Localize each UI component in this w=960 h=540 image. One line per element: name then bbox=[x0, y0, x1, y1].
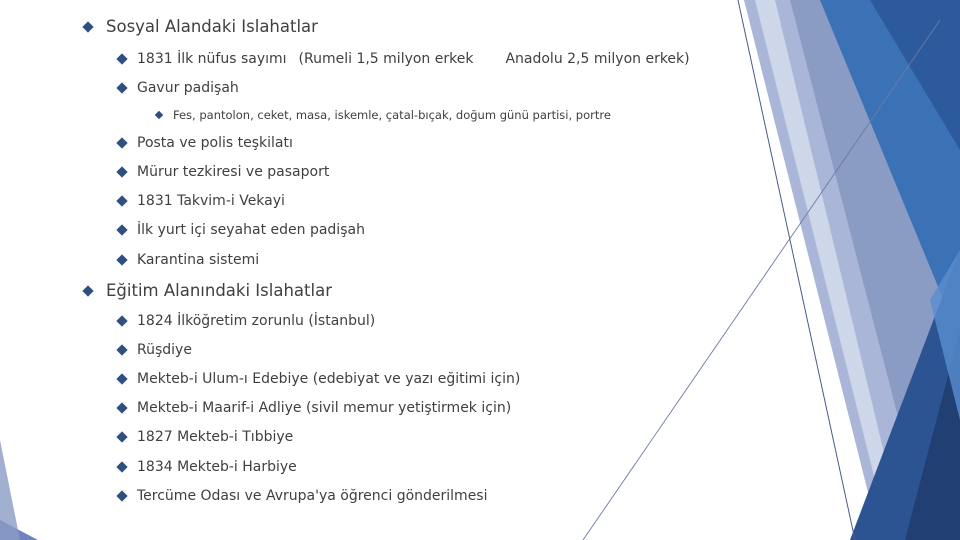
section-title-text: Sosyal Alandaki Islahatlar bbox=[106, 17, 318, 36]
section-title-text: Eğitim Alanındaki Islahatlar bbox=[106, 281, 332, 300]
diamond-bullet-icon bbox=[116, 195, 127, 206]
list-item-text: 1834 Mekteb-i Harbiye bbox=[137, 459, 297, 475]
list-item bbox=[118, 252, 259, 268]
diamond-bullet-icon bbox=[116, 315, 127, 326]
list-item-gavur bbox=[118, 80, 239, 96]
diamond-bullet-icon bbox=[116, 82, 127, 93]
list-item bbox=[118, 342, 192, 358]
diamond-bullet-icon bbox=[116, 53, 127, 64]
left-decor-shape bbox=[0, 440, 20, 540]
diamond-bullet-icon bbox=[116, 373, 127, 384]
diamond-bullet-icon bbox=[116, 431, 127, 442]
diamond-bullet-icon bbox=[116, 166, 127, 177]
list-item-census bbox=[118, 51, 690, 67]
list-item bbox=[118, 400, 511, 416]
list-item bbox=[118, 164, 329, 180]
sub-list-item-gavur bbox=[156, 108, 611, 122]
diamond-bullet-icon bbox=[116, 344, 127, 355]
list-item bbox=[118, 429, 293, 445]
list-item-text: Posta ve polis teşkilatı bbox=[137, 135, 293, 151]
list-item bbox=[118, 193, 285, 209]
list-item-text: Mekteb-i Maarif-i Adliye (sivil memur yetiştirmek için) bbox=[137, 400, 512, 416]
list-item-text: Tercüme Odası ve Avrupa'ya öğrenci gönderilmesi bbox=[137, 488, 488, 504]
diamond-bullet-icon bbox=[116, 402, 127, 413]
list-item-text: 1827 Mekteb-i Tıbbiye bbox=[137, 429, 294, 445]
list-item bbox=[118, 313, 375, 329]
list-item bbox=[118, 222, 365, 238]
list-item-text: Rüşdiye bbox=[137, 342, 192, 358]
list-item-text: 1824 İlköğretim zorunlu (İstanbul) bbox=[137, 313, 376, 329]
census-anadolu-text: Anadolu 2,5 milyon erkek) bbox=[505, 51, 690, 67]
diamond-bullet-icon bbox=[116, 461, 127, 472]
census-rumeli-text: (Rumeli 1,5 milyon erkek bbox=[298, 51, 474, 67]
section-title-social bbox=[84, 17, 318, 36]
diamond-bullet-icon bbox=[116, 224, 127, 235]
list-item bbox=[118, 459, 297, 475]
list-item-text: 1831 Takvim-i Vekayi bbox=[137, 193, 285, 209]
list-item-text: Karantina sistemi bbox=[137, 252, 260, 268]
diamond-bullet-icon bbox=[82, 21, 93, 32]
gavur-sub-text: Fes, pantolon, ceket, masa, iskemle, çatal-bıçak, doğum günü partisi, portre bbox=[173, 108, 611, 122]
list-item bbox=[118, 488, 488, 504]
diamond-bullet-icon bbox=[116, 254, 127, 265]
list-item bbox=[118, 135, 293, 151]
gavur-text: Gavur padişah bbox=[137, 80, 239, 96]
section-title-education bbox=[84, 281, 332, 300]
diamond-bullet-icon bbox=[116, 490, 127, 501]
census-text: 1831 İlk nüfus sayımı bbox=[137, 51, 287, 67]
diamond-bullet-icon bbox=[82, 285, 93, 296]
list-item-text: İlk yurt içi seyahat eden padişah bbox=[137, 222, 365, 238]
list-item-text: Mekteb-i Ulum-ı Edebiye (edebiyat ve yazı eğitimi için) bbox=[137, 371, 521, 387]
list-item bbox=[118, 371, 520, 387]
diamond-bullet-icon bbox=[116, 137, 127, 148]
list-item-text: Mürur tezkiresi ve pasaport bbox=[137, 164, 330, 180]
diamond-bullet-icon bbox=[155, 111, 163, 119]
